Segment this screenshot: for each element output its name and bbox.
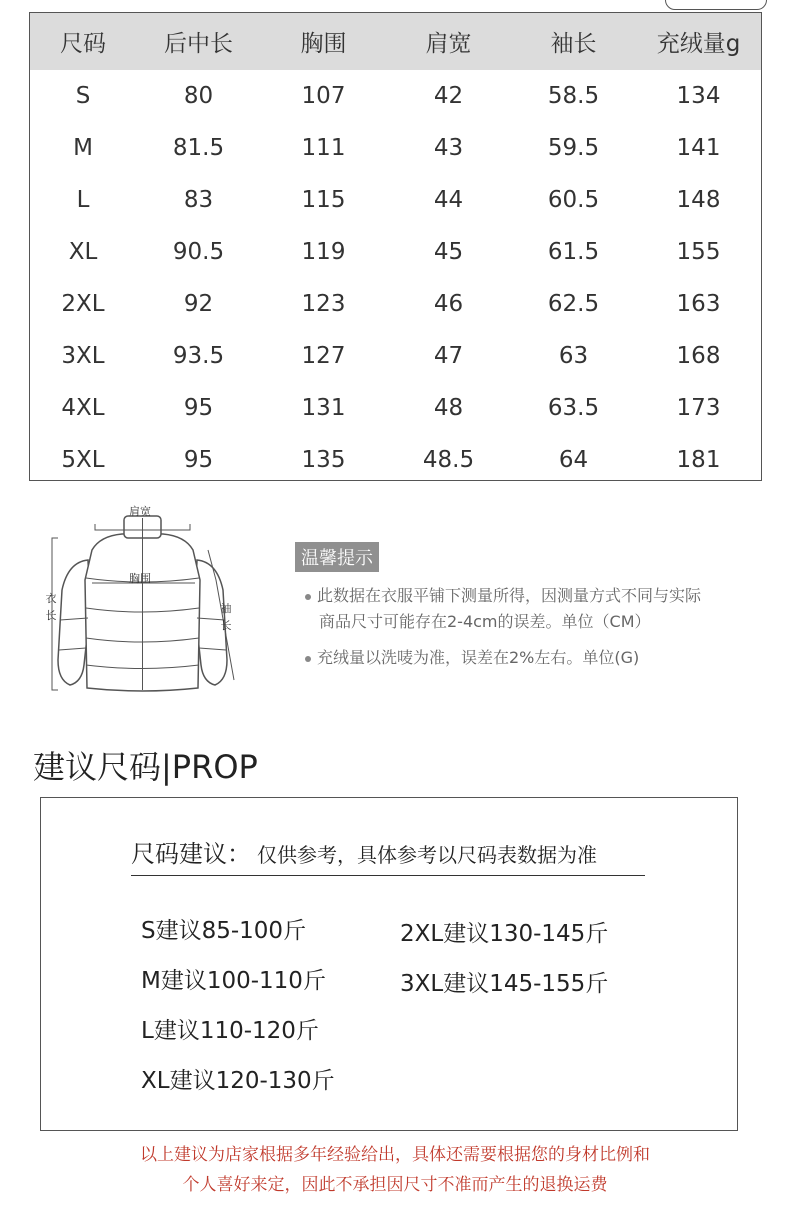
- table-cell: 48.5: [422, 447, 475, 473]
- table-cell: 61.5: [547, 239, 600, 265]
- table-cell: 135: [301, 447, 346, 473]
- column-header: 胸围: [261, 13, 386, 70]
- table-cell: 43: [433, 135, 464, 161]
- table-cell: 173: [676, 395, 721, 421]
- tips-title: 温馨提示: [295, 542, 379, 572]
- footer-disclaimer: 个人喜好来定，因此不承担因尺寸不准而产生的退换运费: [182, 1175, 608, 1195]
- table-cell: L: [76, 187, 90, 213]
- table-cell: 4XL: [61, 395, 105, 421]
- column-header: 肩宽: [386, 13, 511, 70]
- size-table: [29, 12, 762, 481]
- table-cell: 155: [676, 239, 721, 265]
- table-cell: 127: [301, 343, 346, 369]
- recommendation-heading: [131, 834, 645, 876]
- tip-item-filling: [305, 645, 639, 671]
- table-row: [30, 226, 761, 278]
- table-cell: 111: [301, 135, 346, 161]
- table-cell: 107: [301, 83, 346, 109]
- table-header-row: [30, 13, 761, 70]
- table-cell: 59.5: [547, 135, 600, 161]
- sleeve-label: 袖: [220, 602, 232, 615]
- recommendation-item: S建议85-100斤: [141, 918, 307, 944]
- table-cell: 2XL: [61, 291, 105, 317]
- prop-section-title: 建议尺码|PROP: [33, 748, 258, 786]
- table-cell: XL: [68, 239, 98, 265]
- table-cell: 131: [301, 395, 346, 421]
- length-label: 衣: [45, 592, 57, 605]
- table-cell: 93.5: [172, 343, 225, 369]
- table-cell: 5XL: [61, 447, 105, 473]
- table-cell: 134: [676, 83, 721, 109]
- table-cell: 115: [301, 187, 346, 213]
- table-cell: 44: [433, 187, 464, 213]
- size-recommendation-box: [40, 797, 738, 1131]
- table-row: [30, 330, 761, 382]
- recommendation-label: 尺码建议：: [131, 840, 251, 868]
- table-cell: 148: [676, 187, 721, 213]
- bullet-icon: [305, 656, 311, 662]
- table-cell: 95: [183, 447, 214, 473]
- footer-disclaimer: 以上建议为店家根据多年经验给出，具体还需要根据您的身材比例和: [140, 1145, 650, 1165]
- table-cell: 90.5: [172, 239, 225, 265]
- table-cell: 95: [183, 395, 214, 421]
- table-cell: 58.5: [547, 83, 600, 109]
- column-header: 尺码: [30, 13, 136, 70]
- length-label: 长: [45, 609, 57, 622]
- tip-text: 此数据在衣服平铺下测量所得，因测量方式不同与实际: [317, 586, 702, 605]
- table-row: [30, 174, 761, 226]
- table-cell: S: [75, 83, 91, 109]
- recommendation-item: 2XL建议130-145斤: [400, 921, 609, 947]
- shoulder-label: 肩宽: [129, 505, 151, 518]
- table-row: [30, 70, 761, 122]
- table-cell: 81.5: [172, 135, 225, 161]
- column-header: 袖长: [511, 13, 636, 70]
- table-cell: 60.5: [547, 187, 600, 213]
- table-cell: 62.5: [547, 291, 600, 317]
- table-cell: 45: [433, 239, 464, 265]
- tip-text: 充绒量以洗唛为准，误差在2%左右。单位(G): [317, 648, 640, 667]
- table-cell: 119: [301, 239, 346, 265]
- table-cell: M: [73, 135, 93, 161]
- table-cell: 80: [183, 83, 214, 109]
- table-cell: 181: [676, 447, 721, 473]
- sleeve-label: 长: [220, 619, 232, 632]
- table-cell: 83: [183, 187, 214, 213]
- tip-item-measurement: [305, 583, 701, 609]
- bullet-icon: [305, 594, 311, 600]
- recommendation-item: L建议110-120斤: [141, 1018, 319, 1044]
- table-cell: 123: [301, 291, 346, 317]
- recommendation-note: 仅供参考，具体参考以尺码表数据为准: [257, 843, 597, 867]
- table-cell: 64: [558, 447, 589, 473]
- table-cell: 48: [433, 395, 464, 421]
- column-header: 充绒量g: [636, 13, 761, 70]
- table-cell: 42: [433, 83, 464, 109]
- table-cell: 63.5: [547, 395, 600, 421]
- tip-text: 商品尺寸可能存在2-4cm的误差。单位（CM）: [319, 612, 651, 631]
- chest-label: 胸围: [129, 572, 151, 585]
- table-row: [30, 122, 761, 174]
- jacket-measurement-diagram: [40, 500, 245, 700]
- table-cell: 63: [558, 343, 589, 369]
- table-cell: 163: [676, 291, 721, 317]
- tip-item-measurement-continued: [319, 609, 651, 635]
- table-row: [30, 278, 761, 330]
- table-cell: 3XL: [61, 343, 105, 369]
- table-cell: 168: [676, 343, 721, 369]
- recommendation-item: XL建议120-130斤: [141, 1068, 335, 1094]
- table-row: [30, 434, 761, 486]
- top-fragment-box: [665, 0, 767, 10]
- column-header: 后中长: [136, 13, 261, 70]
- table-cell: 46: [433, 291, 464, 317]
- table-cell: 92: [183, 291, 214, 317]
- recommendation-item: 3XL建议145-155斤: [400, 971, 609, 997]
- table-row: [30, 382, 761, 434]
- recommendation-item: M建议100-110斤: [141, 968, 326, 994]
- table-cell: 141: [676, 135, 721, 161]
- table-cell: 47: [433, 343, 464, 369]
